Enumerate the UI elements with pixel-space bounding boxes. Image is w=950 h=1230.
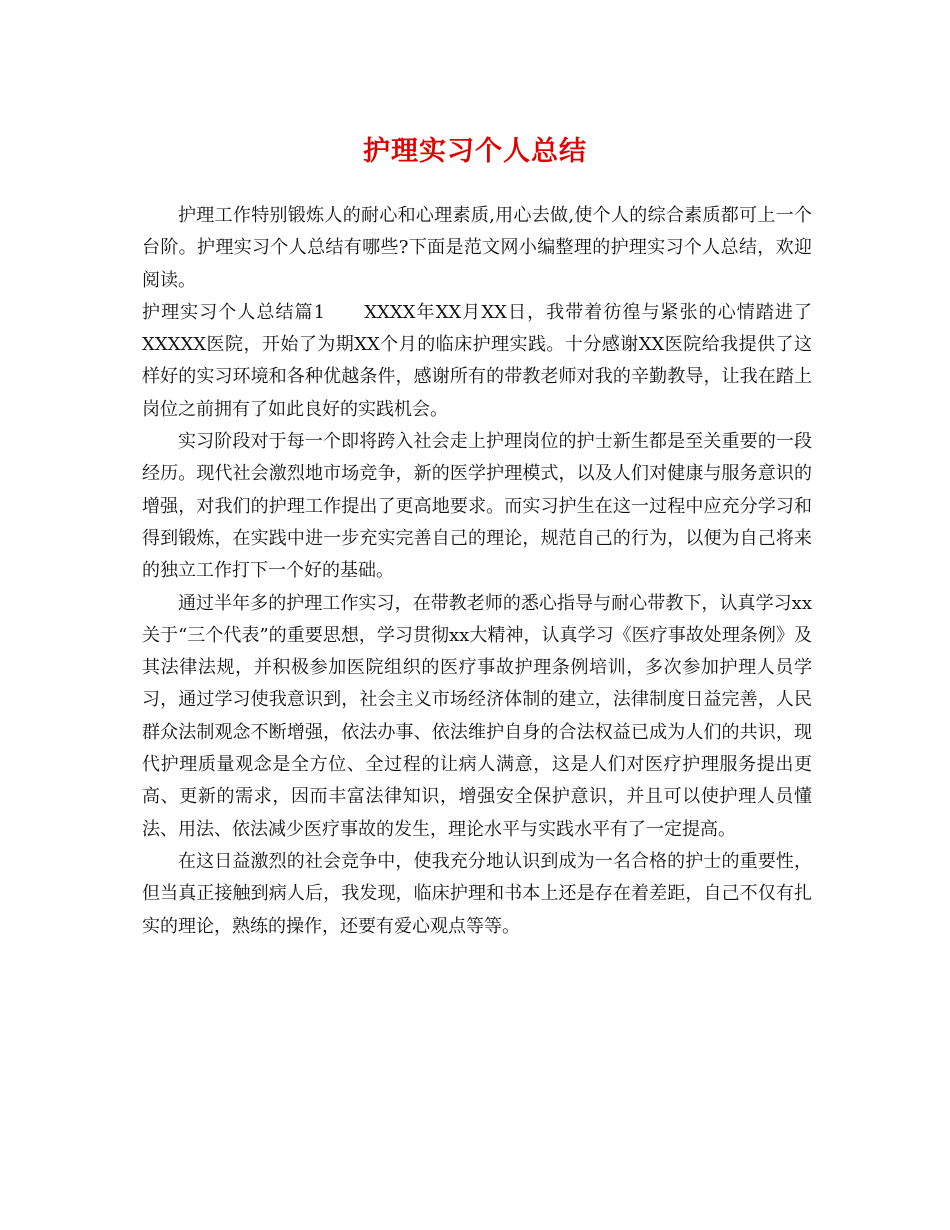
paragraph-part-1: 护理实习个人总结篇1 XXXX年XX月XX日，我带着彷徨与紧张的心情踏进了XXXXX医院，开始了为期XX个月的临床护理实践。十分感谢XX医院给我提供了这样好的实习环境和各种优越条件，感谢所有的带教老师对我的辛勤教导，让我在踏上岗位之前拥有了如此良好的实践机会。 (142, 301, 812, 420)
paragraph-internship-stage: 实习阶段对于每一个即将跨入社会走上护理岗位的护士新生都是至关重要的一段经历。现代社会激烈地市场竞争，新的医学护理模式，以及人们对健康与服务意识的增强，对我们的护理工作提出了更高地要求。而实习护生在这一过程中应充分学习和得到锻炼，在实践中进一步充实完善自己的理论，规范自己的行为，以便为自己将来的独立工作打下一个好的基础。 (142, 431, 812, 582)
paragraph-study-law: 通过半年多的护理工作实习，在带教老师的悉心指导与耐心带教下，认真学习xx关于“三个代表”的重要思想，学习贯彻xx大精神，认真学习《医疗事故处理条例》及其法律法规，并积极参加医院组织的医疗事故护理条例培训，多次参加护理人员学习，通过学习使我意识到，社会主义市场经济体制的建立，法律制度日益完善，人民群众法制观念不断增强，依法办事、依法维护自身的合法权益已成为人们的共识，现代护理质量观念是全方位、全过程的让病人满意，这是人们对医疗护理服务提出更高、更新的需求，因而丰富法律知识，增强安全保护意识，并且可以使护理人员懂法、用法、依法减少医疗事故的发生，理论水平与实践水平有了一定提高。 (142, 592, 812, 840)
document-title: 护理实习个人总结 (363, 136, 587, 167)
document-body (142, 200, 812, 943)
paragraph-competition: 在这日益激烈的社会竞争中，使我充分地认识到成为一名合格的护士的重要性，但当真正接触到病人后，我发现，临床护理和书本上还是存在着差距，自己不仅有扎实的理论，熟练的操作，还要有爱心观点等等。 (142, 850, 812, 937)
paragraph-intro: 护理工作特别锻炼人的耐心和心理素质,用心去做,使个人的综合素质都可上一个台阶。护理实习个人总结有哪些?下面是范文网小编整理的护理实习个人总结，欢迎阅读。 (142, 205, 812, 291)
